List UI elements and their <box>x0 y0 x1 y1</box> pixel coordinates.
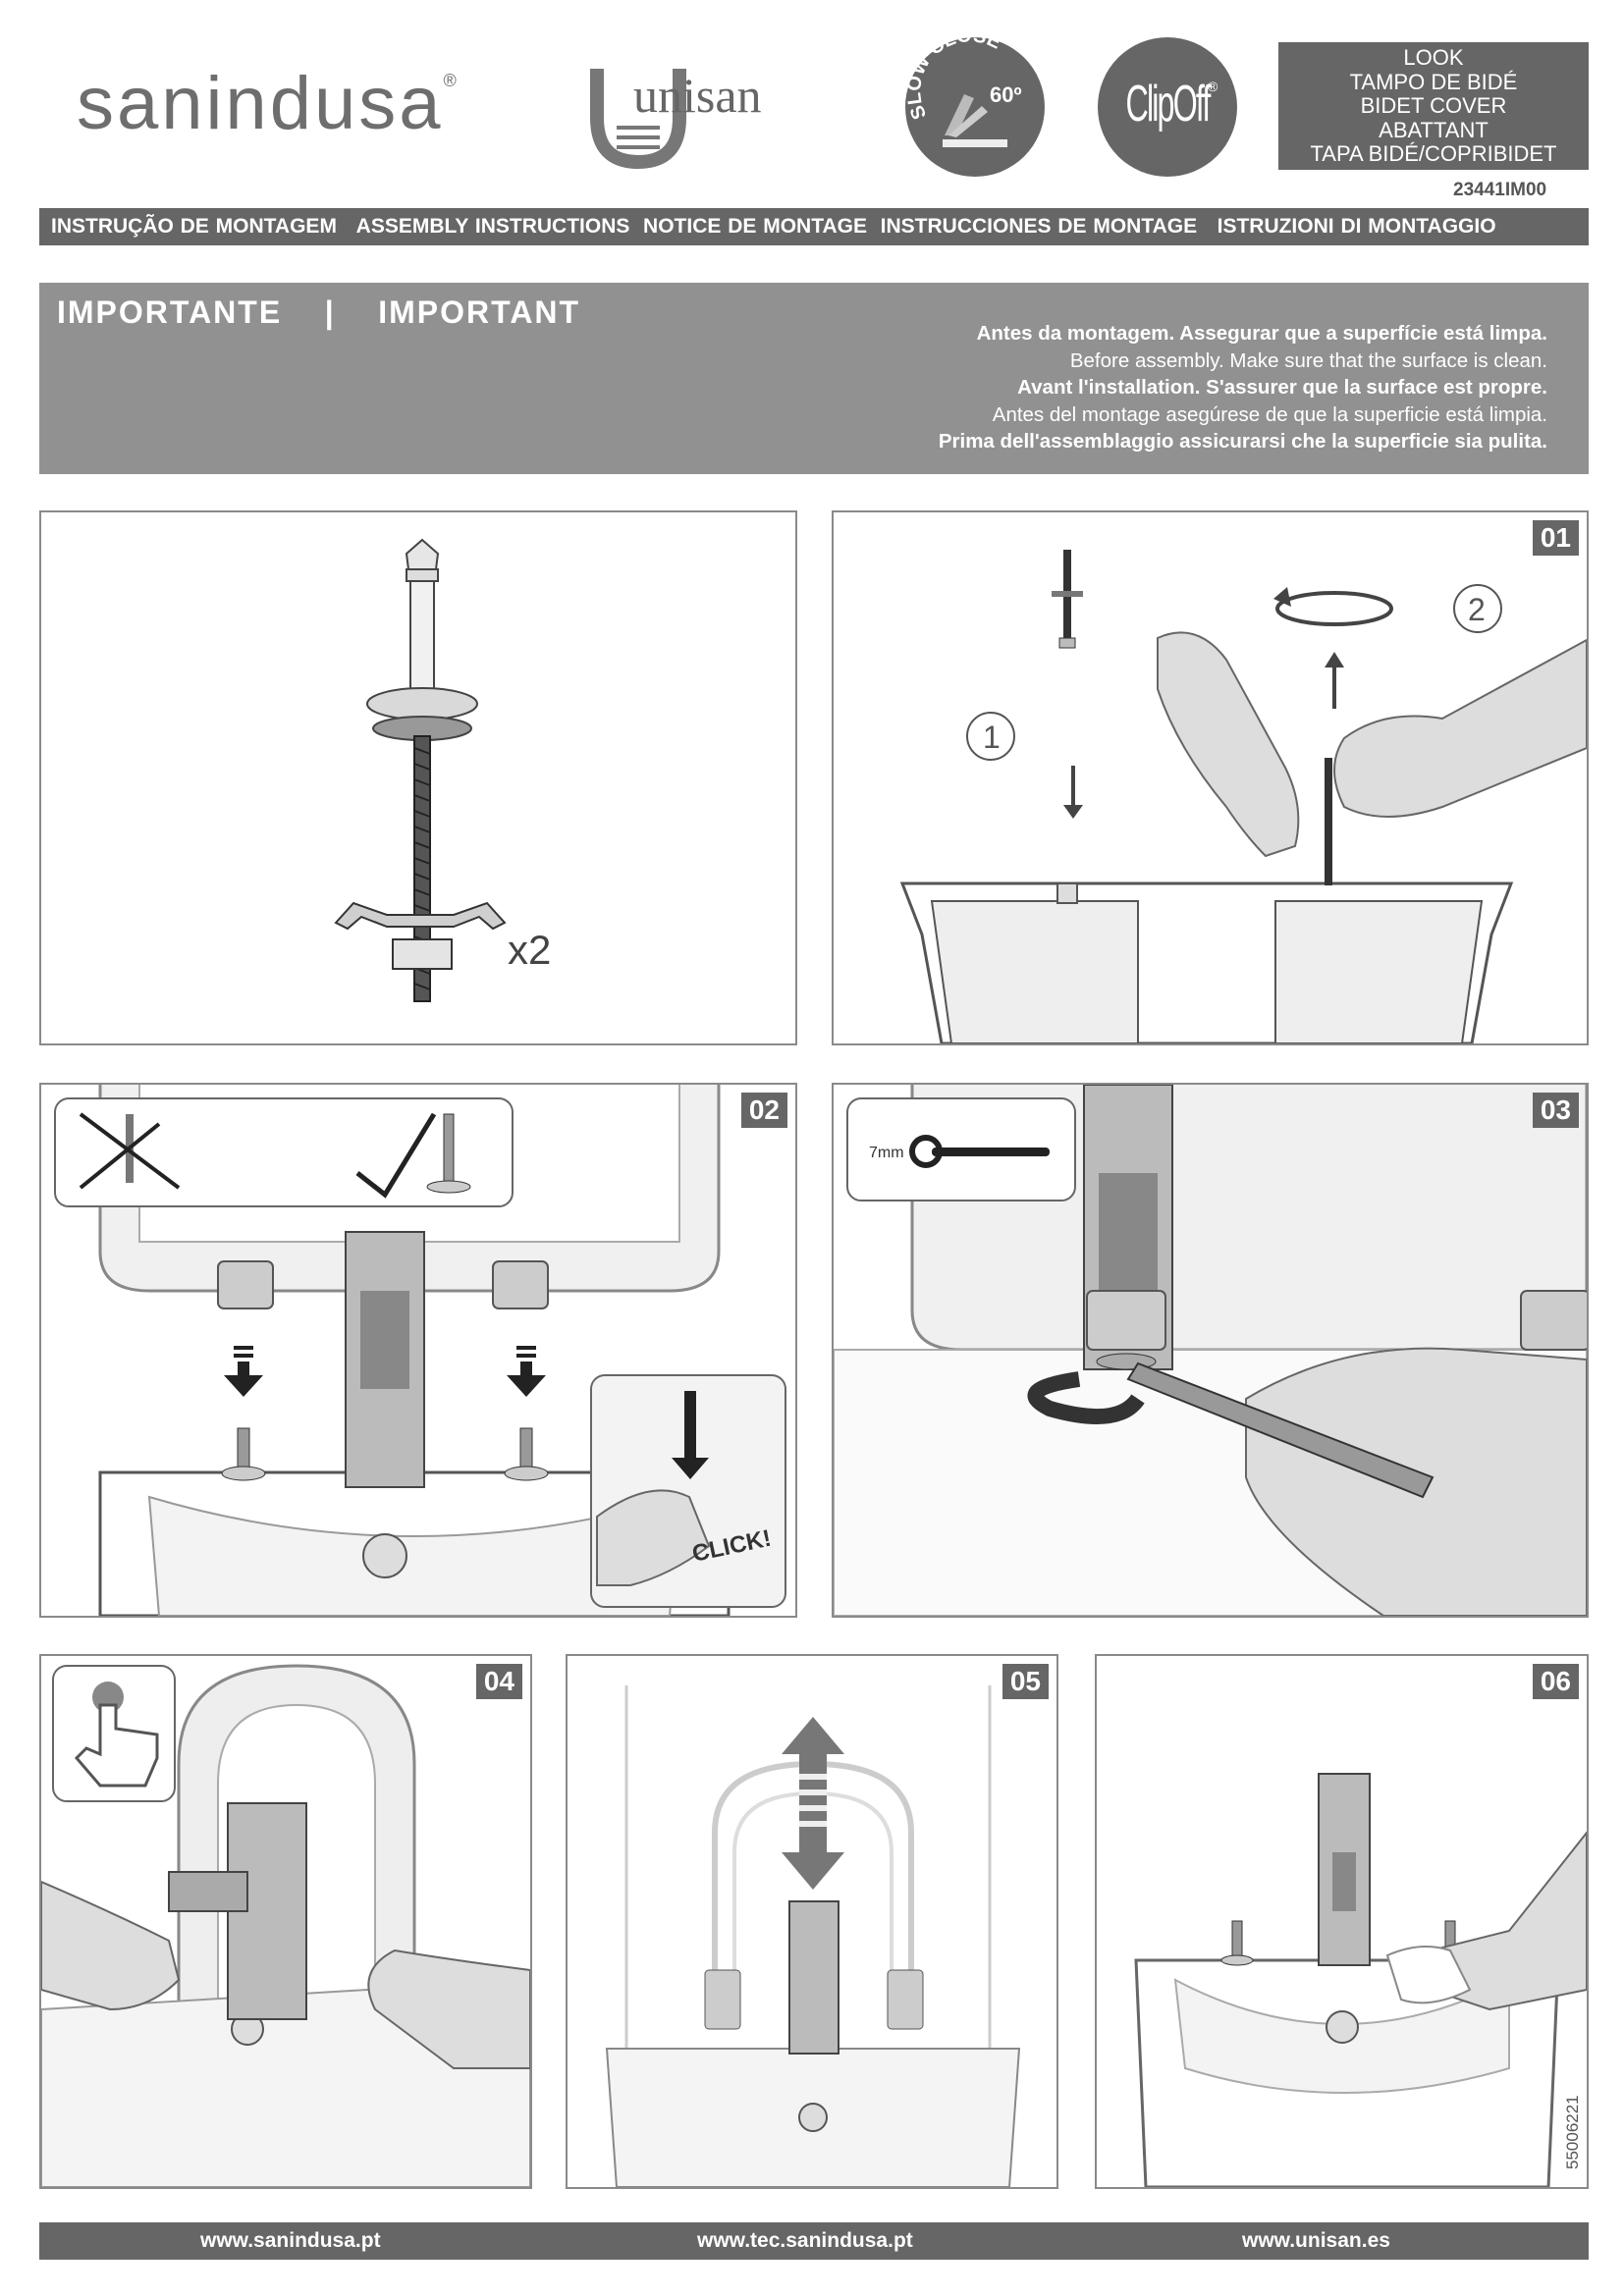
clipoff-logo-text: ClipOff <box>1125 76 1210 133</box>
down-arrow-icon <box>1063 766 1083 819</box>
step-02-panel <box>39 1083 797 1618</box>
important-notice <box>39 283 1589 474</box>
document-code: 23441IM00 <box>1453 180 1547 200</box>
parts-quantity: x2 <box>508 927 552 973</box>
click-label: CLICK! <box>689 1524 774 1568</box>
wrench-size-label: 7mm <box>869 1145 904 1161</box>
svg-text:SLOW CLOSE <box>905 37 1004 123</box>
step-03-panel <box>832 1083 1589 1618</box>
bolt-icon <box>1052 550 1083 648</box>
important-title: IMPORTANTE | IMPORTANT <box>57 294 581 330</box>
step-02-illustration <box>41 1085 795 1616</box>
left-hand-icon <box>41 1882 179 2009</box>
important-line-fr: Avant l'installation. S'assurer que la surface est propre. <box>1017 376 1547 399</box>
step-01-illustration <box>834 512 1587 1043</box>
unisan-logo-text: unisan <box>633 68 762 123</box>
clipoff-badge <box>1098 37 1237 177</box>
important-lines <box>939 320 1547 455</box>
step-02-number: 02 <box>741 1093 787 1128</box>
languages-bar-text: INSTRUÇÃO DE MONTAGEM ASSEMBLY INSTRUCTIONS NOTICE DE MONTAGE INSTRUCCIONES DE MONTAGE ISTRUZIONI DI MONTAGGIO <box>51 215 1496 238</box>
clipoff-registered-mark: ® <box>1208 79 1218 94</box>
up-arrow-icon <box>1325 652 1344 709</box>
languages-bar <box>39 208 1589 245</box>
product-line-1: LOOK <box>1403 45 1464 70</box>
parts-panel <box>39 510 797 1045</box>
footer-link-sanindusa[interactable]: www.sanindusa.pt <box>200 2229 381 2252</box>
step-05-panel <box>566 1654 1058 2189</box>
product-line-3: BIDET COVER <box>1360 93 1507 118</box>
footer-link-tec-sanindusa[interactable]: www.tec.sanindusa.pt <box>697 2229 913 2252</box>
important-line-it: Prima dell'assemblaggio assicurarsi che la superficie sia pulita. <box>938 430 1547 453</box>
step-01-mark-1: 1 <box>983 720 1001 755</box>
slow-close-text: SLOW CL E <box>905 37 1004 123</box>
step-04-illustration <box>41 1656 530 2187</box>
up-down-arrow-icon <box>782 1717 844 1890</box>
important-line-es: Antes del montage asegúrese de que la superficie está limpia. <box>992 402 1547 426</box>
sanindusa-logo-text: sanindusa <box>77 62 444 145</box>
right-hand-icon <box>1334 640 1587 817</box>
slow-close-icon <box>905 37 1045 177</box>
fixing-bolt-illustration <box>41 512 795 1043</box>
product-line-4: ABATTANT <box>1379 117 1489 142</box>
step-04-panel <box>39 1654 532 2189</box>
slow-close-badge <box>905 37 1045 177</box>
slow-close-angle: 60º <box>990 82 1022 107</box>
product-line-5: TAPA BIDÉ/COPRIBIDET <box>1310 141 1557 166</box>
footer-link-unisan[interactable]: www.unisan.es <box>1242 2229 1390 2252</box>
rotate-arrow-icon <box>1273 587 1391 624</box>
important-line-pt: Antes da montagem. Assegurar que a superfície está limpa. <box>976 322 1547 345</box>
left-hand-icon <box>1158 632 1298 856</box>
sanindusa-logo <box>77 61 460 146</box>
important-line-en: Before assembly. Make sure that the surface is clean. <box>1069 348 1547 372</box>
step-01-panel <box>832 510 1589 1045</box>
step-03-number: 03 <box>1533 1093 1579 1128</box>
product-name-box <box>1278 42 1589 170</box>
down-arrow-left-icon <box>224 1346 263 1397</box>
step-01-mark-2: 2 <box>1468 592 1486 627</box>
side-code: 55006221 <box>1563 2095 1582 2169</box>
step-03-illustration <box>834 1085 1587 1616</box>
step-01-number: 01 <box>1533 520 1579 556</box>
registered-mark: ® <box>443 71 460 90</box>
step-06-number: 06 <box>1533 1664 1579 1699</box>
step-06-panel <box>1095 1654 1589 2189</box>
step-05-number: 05 <box>1002 1664 1049 1699</box>
step-04-number: 04 <box>476 1664 522 1699</box>
product-line-2: TAMPO DE BIDÉ <box>1349 69 1518 94</box>
footer-bar <box>39 2222 1589 2260</box>
down-arrow-right-icon <box>507 1346 546 1397</box>
step-05-illustration <box>568 1656 1056 2187</box>
step-06-illustration <box>1097 1656 1587 2187</box>
